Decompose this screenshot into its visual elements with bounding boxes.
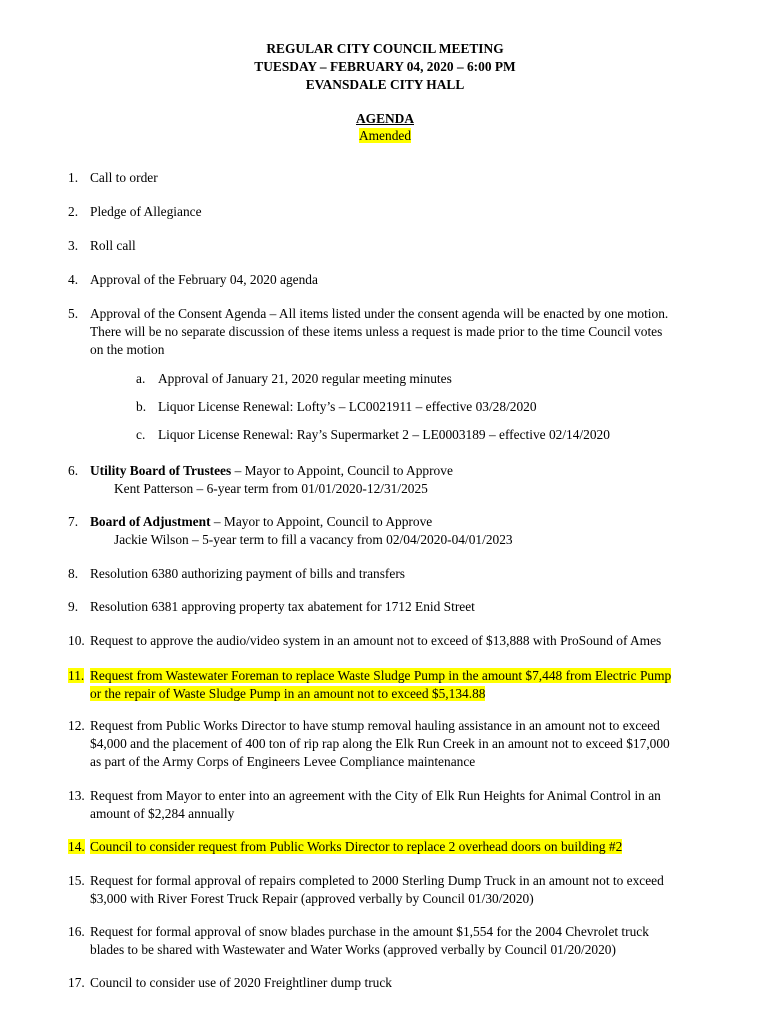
item-text-line: on the motion — [90, 342, 165, 357]
item-text — [90, 667, 730, 703]
item-number: 9. — [68, 599, 79, 614]
item-number-highlight: 11. — [68, 668, 85, 683]
item-text-line: Request from Public Works Director to have stump removal hauling assistance in an amount not to exceed — [90, 718, 660, 733]
item-text-line — [90, 685, 730, 703]
item-text — [90, 923, 730, 959]
agenda-heading: AGENDA — [355, 111, 415, 126]
item-text: Roll call — [90, 238, 136, 253]
item-text — [90, 838, 730, 856]
item-text: Call to order — [90, 170, 158, 185]
item-text — [90, 462, 730, 498]
sub-item-letter: b. — [136, 399, 147, 414]
sub-item-letter: c. — [136, 427, 146, 442]
board-name: Board of Adjustment — [90, 514, 211, 529]
item-number: 13. — [68, 788, 85, 803]
item-text: Resolution 6380 authorizing payment of bills and transfers — [90, 566, 405, 581]
sub-item-text: Approval of January 21, 2020 regular meeting minutes — [158, 371, 452, 386]
item-number: 5. — [68, 306, 79, 321]
highlighted-text: or the repair of Waste Sludge Pump in an amount not to exceed $5,134.88 — [90, 686, 486, 701]
item-text-line: $3,000 with River Forest Truck Repair (approved verbally by Council 01/30/2020) — [90, 891, 534, 906]
item-number-highlight: 14. — [68, 839, 85, 854]
item-number: 6. — [68, 463, 79, 478]
sub-item-letter: a. — [136, 371, 146, 386]
sub-item-text: Liquor License Renewal: Ray’s Supermarket 2 – LE0003189 – effective 02/14/2020 — [158, 427, 610, 442]
item-number: 7. — [68, 514, 79, 529]
item-text: Request to approve the audio/video system in an amount not to exceed of $13,888 with ProSound of Ames — [90, 633, 662, 648]
item-text-line — [90, 513, 730, 531]
item-text: Resolution 6381 approving property tax abatement for 1712 Enid Street — [90, 599, 475, 614]
appointee-line: Kent Patterson – 6-year term from 01/01/2020-12/31/2025 — [114, 481, 428, 496]
item-text-line — [90, 462, 730, 480]
item-number: 15. — [68, 873, 85, 888]
item-text-line: as part of the Army Corps of Engineers Levee Compliance maintenance — [90, 754, 476, 769]
item-text: Council to consider use of 2020 Freightliner dump truck — [90, 975, 392, 990]
meeting-title: REGULAR CITY COUNCIL MEETING — [266, 41, 504, 56]
item-number: 4. — [68, 272, 79, 287]
appointment-note: – Mayor to Appoint, Council to Approve — [231, 463, 453, 478]
item-number: 16. — [68, 924, 85, 939]
item-number: 17. — [68, 975, 85, 990]
highlighted-text: Council to consider request from Public Works Director to replace 2 overhead doors on building #2 — [90, 839, 623, 854]
item-number: 8. — [68, 566, 79, 581]
amended-label-wrap — [0, 127, 770, 145]
sub-item-text: Liquor License Renewal: Lofty’s – LC0021911 – effective 03/28/2020 — [158, 399, 537, 414]
item-text — [90, 513, 730, 549]
item-number: 3. — [68, 238, 79, 253]
item-text-line: Request for formal approval of repairs completed to 2000 Sterling Dump Truck in an amount not to exceed — [90, 873, 664, 888]
item-text-line: There will be no separate discussion of these items unless a request is made prior to the time Council votes — [90, 324, 663, 339]
item-text-line: Approval of the Consent Agenda – All items listed under the consent agenda will be enacted by one motion. — [90, 306, 669, 321]
item-text-line: Request for formal approval of snow blades purchase in the amount $1,554 for the 2004 Chevrolet truck — [90, 924, 649, 939]
item-text: Pledge of Allegiance — [90, 204, 202, 219]
item-text — [90, 787, 730, 823]
item-text-line — [90, 667, 730, 685]
board-name: Utility Board of Trustees — [90, 463, 232, 478]
appointee-line: Jackie Wilson – 5-year term to fill a vacancy from 02/04/2020-04/01/2023 — [114, 532, 513, 547]
item-text-line: Request from Mayor to enter into an agreement with the City of Elk Run Heights for Animal Control in an — [90, 788, 661, 803]
item-text — [90, 305, 730, 359]
meeting-date-time: TUESDAY – FEBRUARY 04, 2020 – 6:00 PM — [254, 59, 516, 74]
item-number: 2. — [68, 204, 79, 219]
item-number: 1. — [68, 170, 79, 185]
item-number: 10. — [68, 633, 85, 648]
item-number — [68, 667, 90, 685]
item-number — [68, 838, 90, 856]
item-text-line: amount of $2,284 annually — [90, 806, 235, 821]
item-text-line: $4,000 and the placement of 400 ton of rip rap along the Elk Run Creek in an amount not to exceed $17,000 — [90, 736, 670, 751]
item-text: Approval of the February 04, 2020 agenda — [90, 272, 318, 287]
meeting-location: EVANSDALE CITY HALL — [305, 77, 465, 92]
item-number: 12. — [68, 718, 85, 733]
appointment-note: – Mayor to Appoint, Council to Approve — [210, 514, 433, 529]
item-text — [90, 872, 730, 908]
amended-label: Amended — [358, 128, 412, 143]
item-text-line: blades to be shared with Wastewater and Water Works (approved verbally by Council 01/20/2020) — [90, 942, 616, 957]
highlighted-text: Request from Wastewater Foreman to replace Waste Sludge Pump in the amount $7,448 from Electric Pump — [90, 668, 672, 683]
item-text — [90, 717, 730, 771]
